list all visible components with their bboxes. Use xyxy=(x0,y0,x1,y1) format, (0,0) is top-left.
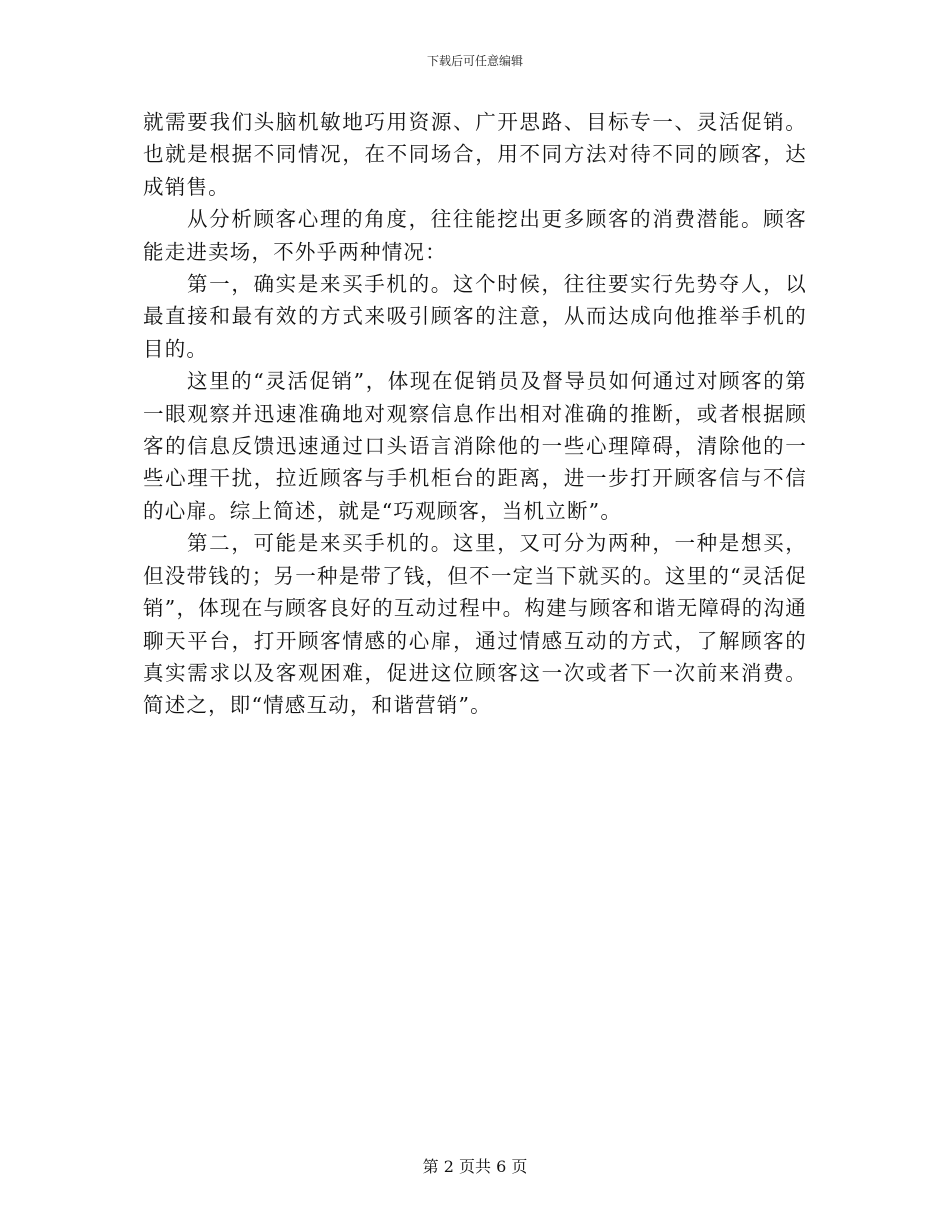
page-header: 下载后可任意编辑 xyxy=(426,54,523,68)
paragraph-case-two: 第二，可能是来买手机的。这里，又可分为两种，一种是想买，但没带钱的；另一种是带了钱，但不一定当下就买的。这里的“灵活促销”，体现在与顾客良好的互动过程中。构建与顾客和谐无障碍的沟通聊天平台，打开顾客情感的心扉，通过情感互动的方式，了解顾客的真实需求以及客观困难，促进这位顾客这一次或者下一次前来消费。简述之，即“情感互动，和谐营销”。 xyxy=(143,531,807,718)
document-body xyxy=(143,106,807,722)
paragraph-flexible-promotion-one: 这里的“灵活促销”，体现在促销员及督导员如何通过对顾客的第一眼观察并迅速准确地对观察信息作出相对准确的推断，或者根据顾客的信息反馈迅速通过口头语言消除他的一些心理障碍，清除他的一些心理干扰，拉近顾客与手机柜台的距离，进一步打开顾客信与不信的心扉。综上简述，就是“巧观顾客，当机立断”。 xyxy=(143,369,807,523)
paragraph-continuation: 就需要我们头脑机敏地巧用资源、广开思路、目标专一、灵活促销。也就是根据不同情况，在不同场合，用不同方法对待不同的顾客，达成销售。 xyxy=(143,110,807,199)
page-footer: 第 2 页共 6 页 xyxy=(422,1157,528,1176)
paragraph-case-one: 第一，确实是来买手机的。这个时候，往往要实行先势夺人，以最直接和最有效的方式来吸引顾客的注意，从而达成向他推举手机的目的。 xyxy=(143,272,807,361)
paragraph-customer-psychology: 从分析顾客心理的角度，往往能挖出更多顾客的消费潜能。顾客能走进卖场，不外乎两种情况： xyxy=(143,207,807,264)
